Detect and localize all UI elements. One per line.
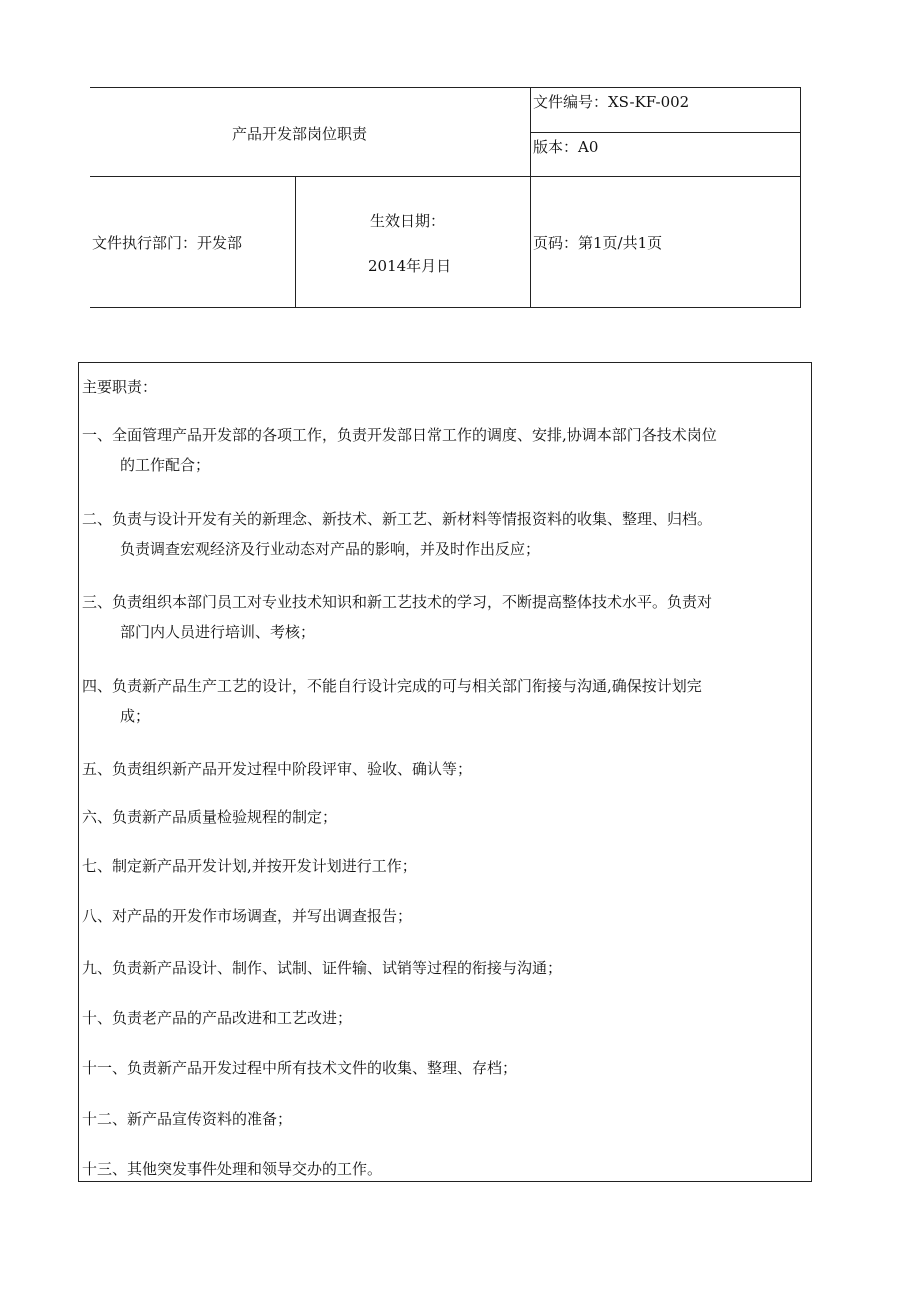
duty-text: 负责新产品质量检验规程的制定；: [112, 808, 338, 826]
doc-number: 文件编号：XS-KF-002: [533, 93, 690, 111]
duty-item-4: [82, 671, 802, 731]
version: 版本：A0: [533, 138, 599, 156]
duty-text-cont: 成；: [120, 707, 151, 725]
duty-number: 十二、: [82, 1110, 128, 1128]
duty-number: 五、: [82, 760, 113, 778]
duty-text: 负责新产品设计、制作、试制、证件输、试销等过程的衔接与沟通；: [112, 959, 563, 977]
duty-text-cont: 部门内人员进行培训、考核；: [120, 623, 316, 641]
header-bottom-border: [90, 307, 801, 308]
header-version-divider: [530, 132, 801, 133]
header-right-split: [530, 87, 531, 308]
duty-number: 二、: [82, 510, 113, 528]
duty-text: 负责新产品开发过程中所有技术文件的收集、整理、存档；: [127, 1059, 518, 1077]
duty-item-1: [82, 420, 802, 480]
duty-number: 三、: [82, 593, 113, 611]
duty-number: 十三、: [82, 1160, 128, 1178]
duty-text: 负责组织本部门员工对专业技术知识和新工艺技术的学习，不断提高整体技术水平。负责对: [112, 593, 713, 611]
duties-heading: 主要职责：: [82, 378, 158, 396]
duty-text-cont: 负责调查宏观经济及行业动态对产品的影响，并及时作出反应；: [120, 540, 541, 558]
duty-item-10: [82, 1003, 802, 1033]
duty-item-8: [82, 901, 802, 931]
duty-item-9: [82, 953, 802, 983]
header-mid-border: [90, 176, 801, 177]
duty-item-7: [82, 851, 802, 881]
duty-text: 对产品的开发作市场调查，并写出调查报告；: [112, 907, 413, 925]
duty-text: 负责新产品生产工艺的设计，不能自行设计完成的可与相关部门衔接与沟通,确保按计划完: [112, 677, 702, 695]
duty-number: 一、: [82, 426, 113, 444]
duty-item-12: [82, 1104, 802, 1134]
duty-item-6: [82, 802, 802, 832]
exec-dept: 文件执行部门：开发部: [92, 234, 243, 252]
duty-number: 四、: [82, 677, 113, 695]
duty-item-2: [82, 504, 802, 564]
duty-item-11: [82, 1053, 802, 1083]
duty-item-13: [82, 1154, 802, 1184]
duty-text: 负责老产品的产品改进和工艺改进；: [112, 1009, 353, 1027]
duty-number: 七、: [82, 857, 113, 875]
duty-number: 九、: [82, 959, 113, 977]
duty-text: 负责组织新产品开发过程中阶段评审、验收、确认等；: [112, 760, 473, 778]
duty-text: 制定新产品开发计划,并按开发计划进行工作；: [112, 857, 417, 875]
duty-number: 六、: [82, 808, 113, 826]
header-top-border: [90, 87, 801, 88]
header-left-split: [295, 176, 296, 308]
duty-text: 全面管理产品开发部的各项工作，负责开发部日常工作的调度、安排,协调本部门各技术岗位: [112, 426, 717, 444]
duty-text-cont: 的工作配合；: [120, 456, 211, 474]
header-right-border: [800, 87, 801, 308]
duty-text: 其他突发事件处理和领导交办的工作。: [127, 1160, 383, 1178]
effective-label: 生效日期：: [370, 212, 446, 230]
page-info: 页码：第1页/共1页: [533, 234, 663, 252]
duty-item-3: [82, 587, 802, 647]
duty-item-5: [82, 754, 802, 784]
effective-date: 2014年月日: [368, 257, 452, 275]
doc-title: 产品开发部岗位职责: [232, 125, 368, 143]
duty-text: 新产品宣传资料的准备；: [127, 1110, 293, 1128]
duty-number: 八、: [82, 907, 113, 925]
duty-number: 十一、: [82, 1059, 128, 1077]
duty-text: 负责与设计开发有关的新理念、新技术、新工艺、新材料等情报资料的收集、整理、归档。: [112, 510, 713, 528]
duty-number: 十、: [82, 1009, 113, 1027]
